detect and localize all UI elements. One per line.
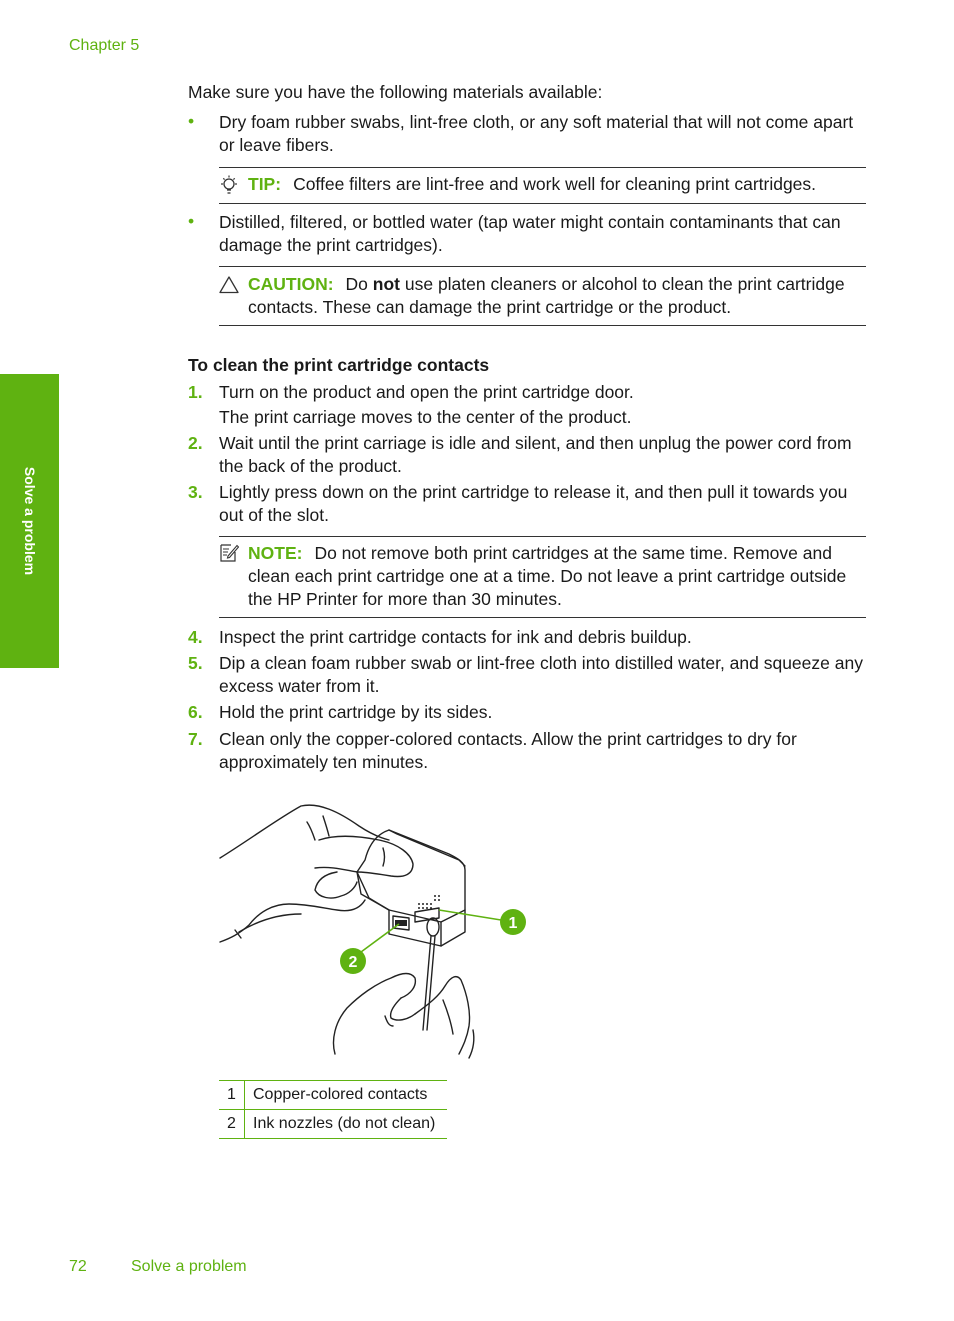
legend-number: 2 bbox=[219, 1110, 245, 1139]
note-pencil-icon bbox=[219, 543, 239, 563]
side-tab-label: Solve a problem bbox=[21, 466, 38, 576]
caution-text-bold: not bbox=[372, 274, 400, 294]
note-label: NOTE: bbox=[248, 543, 303, 563]
caution-block bbox=[248, 273, 868, 319]
lightbulb-icon bbox=[219, 175, 239, 197]
figure-legend bbox=[219, 1080, 447, 1139]
tip-top-rule bbox=[219, 167, 866, 168]
note-bottom-rule bbox=[219, 617, 866, 618]
warning-triangle-icon bbox=[219, 276, 239, 294]
caution-text-before: Do bbox=[345, 274, 373, 294]
chapter-header: Chapter 5 bbox=[69, 37, 140, 54]
step-text: Lightly press down on the print cartridge to release it, and then pull it towards you out of the slot. bbox=[219, 482, 848, 525]
step-number: 1. bbox=[188, 382, 203, 402]
callout-1-label: 1 bbox=[508, 915, 518, 932]
material-item: Dry foam rubber swabs, lint-free cloth, or any soft material that will not come apart or leave fibers. bbox=[219, 112, 854, 155]
note-text: Do not remove both print cartridges at the same time. Remove and clean each print cartridge one at a time. Do not leave a print cartridge outside the HP Printer for more than 30 minutes. bbox=[248, 543, 847, 609]
tip-text: Coffee filters are lint-free and work well for cleaning print cartridges. bbox=[293, 174, 817, 194]
bullet-marker: • bbox=[188, 111, 195, 131]
cartridge-cleaning-illustration bbox=[219, 800, 539, 1062]
legend-text: Ink nozzles (do not clean) bbox=[245, 1110, 448, 1139]
caution-label: CAUTION: bbox=[248, 274, 334, 294]
step-number: 7. bbox=[188, 729, 203, 749]
step-number: 4. bbox=[188, 627, 203, 647]
side-tab bbox=[0, 374, 59, 668]
step-text: Dip a clean foam rubber swab or lint-free cloth into distilled water, and squeeze any excess water from it. bbox=[219, 653, 863, 696]
table-row bbox=[219, 1081, 447, 1110]
legend-text: Copper-colored contacts bbox=[245, 1081, 448, 1110]
note-top-rule bbox=[219, 536, 866, 537]
step-text: Hold the print cartridge by its sides. bbox=[219, 702, 493, 722]
table-row bbox=[219, 1110, 447, 1139]
page-number: 72 bbox=[69, 1258, 87, 1275]
step-text: Turn on the product and open the print cartridge door. bbox=[219, 382, 634, 402]
callout-2-label: 2 bbox=[348, 954, 358, 971]
caution-top-rule bbox=[219, 266, 866, 267]
step-result: The print carriage moves to the center of the product. bbox=[219, 407, 632, 427]
tip-bottom-rule bbox=[219, 203, 866, 204]
caution-bottom-rule bbox=[219, 325, 866, 326]
intro-text: Make sure you have the following materials available: bbox=[188, 82, 603, 102]
legend-number: 1 bbox=[219, 1081, 245, 1110]
step-number: 5. bbox=[188, 653, 203, 673]
material-item: Distilled, filtered, or bottled water (tap water might contain contaminants that can damage the print cartridges). bbox=[219, 212, 841, 255]
step-number: 6. bbox=[188, 702, 203, 722]
note-block bbox=[248, 542, 868, 611]
tip-label: TIP: bbox=[248, 174, 282, 194]
step-text: Clean only the copper-colored contacts. Allow the print cartridges to dry for approximately ten minutes. bbox=[219, 729, 797, 772]
step-number: 2. bbox=[188, 433, 203, 453]
bullet-marker: • bbox=[188, 211, 195, 231]
callout-1 bbox=[500, 909, 526, 935]
footer-section-title: Solve a problem bbox=[131, 1258, 247, 1275]
step-text: Wait until the print carriage is idle and silent, and then unplug the power cord from the back of the product. bbox=[219, 433, 852, 476]
callout-2 bbox=[340, 948, 366, 974]
tip-block bbox=[248, 173, 868, 196]
step-text: Inspect the print cartridge contacts for ink and debris buildup. bbox=[219, 627, 692, 647]
step-number: 3. bbox=[188, 482, 203, 502]
caution-text-after: use platen cleaners or alcohol to clean the print cartridge contacts. These can damage the print cartridge or the product. bbox=[248, 274, 845, 317]
procedure-title: To clean the print cartridge contacts bbox=[188, 355, 490, 375]
